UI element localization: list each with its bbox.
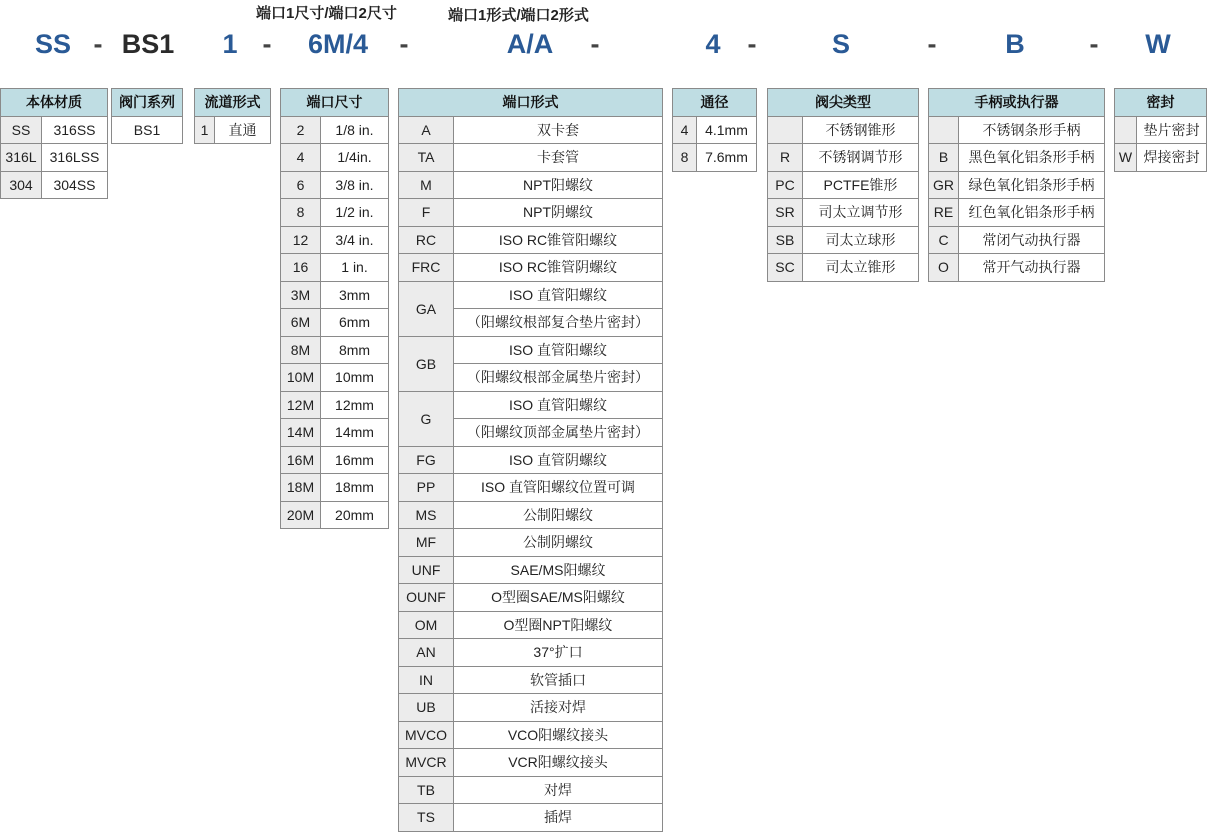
form-desc: 软管插口 [454,666,663,694]
flow-desc: 直通 [215,116,271,144]
table-row [281,364,389,392]
table-row [929,116,1105,144]
tip-desc: 不锈钢调节形 [803,144,919,172]
code-handle: B [1005,29,1025,59]
size-desc: 3/8 in. [321,171,389,199]
table-row [768,226,919,254]
table-row [399,721,663,749]
table-row [281,199,389,227]
table-row [1,171,108,199]
bore-desc: 4.1mm [697,116,757,144]
form-code: TS [399,804,454,832]
table-row [281,144,389,172]
form-code: AN [399,639,454,667]
table-row [399,474,663,502]
tip-code: SB [768,226,803,254]
table-row [768,254,919,282]
size-desc: 18mm [321,474,389,502]
form-code: M [399,171,454,199]
form-code: OM [399,611,454,639]
form-code: IN [399,666,454,694]
form-desc: 插焊 [454,804,663,832]
form-desc: NPT阳螺纹 [454,171,663,199]
bore-code: 4 [673,116,697,144]
table-row [195,116,271,144]
form-desc: ISO RC锥管阴螺纹 [454,254,663,282]
form-desc-note: （阳螺纹根部复合垫片密封） [454,309,663,337]
size-code: 16 [281,254,321,282]
bore-desc: 7.6mm [697,144,757,172]
form-code: UNF [399,556,454,584]
form-desc: 37°扩口 [454,639,663,667]
code-dash: - [590,29,600,59]
table-row [673,116,757,144]
handle-desc: 常开气动执行器 [959,254,1105,282]
form-code: GB [399,336,454,391]
size-code: 8M [281,336,321,364]
table-row [768,171,919,199]
seal-code [1115,116,1137,144]
form-desc-note: （阳螺纹根部金属垫片密封） [454,364,663,392]
table-row [768,199,919,227]
tip-desc: 不锈钢锥形 [803,116,919,144]
form-desc: ISO 直管阳螺纹 [454,336,663,364]
form-desc: 公制阳螺纹 [454,501,663,529]
form-code: G [399,391,454,446]
table-row [281,171,389,199]
tip-desc: 司太立锥形 [803,254,919,282]
table-row [281,391,389,419]
code-tip: S [831,29,850,59]
form-code: OUNF [399,584,454,612]
form-desc: ISO 直管阳螺纹 [454,281,663,309]
form-desc: VCR阳螺纹接头 [454,749,663,777]
table-row [399,611,663,639]
table-row [1,144,108,172]
form-desc: 对焊 [454,776,663,804]
form-desc: O型圈NPT阳螺纹 [454,611,663,639]
table-row [281,336,389,364]
table-row [399,749,663,777]
handle-desc: 常闭气动执行器 [959,226,1105,254]
size-code: 14M [281,419,321,447]
size-code: 2 [281,116,321,144]
size-desc: 8mm [321,336,389,364]
table-row [1,116,108,144]
form-code: F [399,199,454,227]
table-row [281,474,389,502]
handle-desc: 黑色氧化铝条形手柄 [959,144,1105,172]
table-row [929,144,1105,172]
code-bore: 4 [705,29,721,59]
table-row [281,281,389,309]
code-dash: - [93,29,103,59]
size-code: 10M [281,364,321,392]
table-row [281,226,389,254]
form-desc: VCO阳螺纹接头 [454,721,663,749]
table-row [929,254,1105,282]
size-code: 6 [281,171,321,199]
tip-table [767,88,919,282]
port-size-label: 端口1尺寸/端口2尺寸 [256,5,397,22]
code-dash: - [262,29,272,59]
size-desc: 1 in. [321,254,389,282]
material-desc: 304SS [42,171,108,199]
table-row [399,254,663,282]
form-code: MS [399,501,454,529]
table-row [281,501,389,529]
table-row [399,116,663,144]
table-row [399,226,663,254]
port-form-title: 端口形式 [399,89,663,117]
size-code: 16M [281,446,321,474]
table-row [399,144,663,172]
table-row [399,556,663,584]
bore-table [672,88,757,172]
seal-title: 密封 [1115,89,1207,117]
handle-desc: 红色氧化铝条形手柄 [959,199,1105,227]
material-code: 304 [1,171,42,199]
size-code: 12 [281,226,321,254]
form-desc: ISO 直管阳螺纹 [454,391,663,419]
form-code: TA [399,144,454,172]
tip-desc: PCTFE锥形 [803,171,919,199]
handle-code: B [929,144,959,172]
table-row [1115,116,1207,144]
table-row [768,144,919,172]
table-row [399,529,663,557]
form-code: RC [399,226,454,254]
flow-code: 1 [195,116,215,144]
form-desc: O型圈SAE/MS阳螺纹 [454,584,663,612]
form-code: UB [399,694,454,722]
tip-code: PC [768,171,803,199]
seal-desc: 焊接密封 [1137,144,1207,172]
material-table [0,88,108,199]
code-dash: - [1089,29,1099,59]
material-code: SS [1,116,42,144]
table-row [399,776,663,804]
tip-title: 阀尖类型 [768,89,919,117]
code-series: BS1 [121,29,175,59]
table-row [399,391,663,419]
tip-code [768,116,803,144]
table-row [929,226,1105,254]
port-form-table [398,88,663,832]
table-row [399,694,663,722]
table-row [399,639,663,667]
form-desc: 卡套管 [454,144,663,172]
form-code: GA [399,281,454,336]
table-row [929,171,1105,199]
form-desc: 双卡套 [454,116,663,144]
form-code: TB [399,776,454,804]
handle-code: GR [929,171,959,199]
table-row [399,446,663,474]
seal-table [1114,88,1207,172]
tip-code: SC [768,254,803,282]
size-code: 20M [281,501,321,529]
size-desc: 6mm [321,309,389,337]
series-title: 阀门系列 [112,89,183,117]
form-code: PP [399,474,454,502]
seal-code: W [1115,144,1137,172]
series-table [111,88,183,144]
table-row [281,309,389,337]
form-code: FG [399,446,454,474]
port-form-label: 端口1形式/端口2形式 [448,7,589,24]
size-desc: 14mm [321,419,389,447]
handle-desc: 不锈钢条形手柄 [959,116,1105,144]
table-row [399,199,663,227]
table-row [281,419,389,447]
handle-code [929,116,959,144]
table-row [281,446,389,474]
code-flow: 1 [222,29,238,59]
table-row [399,666,663,694]
tip-desc: 司太立球形 [803,226,919,254]
code-form: A/A [506,29,554,59]
size-desc: 3/4 in. [321,226,389,254]
table-row [673,144,757,172]
size-desc: 12mm [321,391,389,419]
size-desc: 1/8 in. [321,116,389,144]
table-row [399,281,663,309]
handle-code: RE [929,199,959,227]
table-row [768,116,919,144]
bore-code: 8 [673,144,697,172]
table-row [399,584,663,612]
form-code: FRC [399,254,454,282]
handle-code: C [929,226,959,254]
table-row [399,171,663,199]
table-row [399,336,663,364]
size-desc: 3mm [321,281,389,309]
bore-title: 通径 [673,89,757,117]
port-size-title: 端口尺寸 [281,89,389,117]
form-desc: SAE/MS阳螺纹 [454,556,663,584]
form-desc: ISO 直管阳螺纹位置可调 [454,474,663,502]
tip-code: R [768,144,803,172]
handle-title: 手柄或执行器 [929,89,1105,117]
size-desc: 16mm [321,446,389,474]
code-size: 6M/4 [307,29,369,59]
handle-desc: 绿色氧化铝条形手柄 [959,171,1105,199]
size-code: 6M [281,309,321,337]
size-code: 4 [281,144,321,172]
size-code: 18M [281,474,321,502]
form-desc: 活接对焊 [454,694,663,722]
material-desc: 316SS [42,116,108,144]
code-dash: - [399,29,409,59]
size-code: 3M [281,281,321,309]
tip-code: SR [768,199,803,227]
code-dash: - [927,29,937,59]
form-code: A [399,116,454,144]
flow-title: 流道形式 [195,89,271,117]
table-row [1115,144,1207,172]
table-row [281,116,389,144]
port-size-table [280,88,389,529]
form-desc: NPT阴螺纹 [454,199,663,227]
size-code: 8 [281,199,321,227]
table-row [929,199,1105,227]
size-desc: 1/2 in. [321,199,389,227]
form-code: MF [399,529,454,557]
table-row [399,501,663,529]
form-desc: ISO 直管阴螺纹 [454,446,663,474]
form-code: MVCR [399,749,454,777]
form-desc-note: （阳螺纹顶部金属垫片密封） [454,419,663,447]
handle-code: O [929,254,959,282]
size-desc: 10mm [321,364,389,392]
size-code: 12M [281,391,321,419]
flow-table [194,88,271,144]
table-row [112,116,183,144]
seal-desc: 垫片密封 [1137,116,1207,144]
material-code: 316L [1,144,42,172]
table-row [281,254,389,282]
form-desc: ISO RC锥管阳螺纹 [454,226,663,254]
code-material: SS [34,29,72,59]
table-row [399,804,663,832]
material-desc: 316LSS [42,144,108,172]
handle-table [928,88,1105,282]
form-desc: 公制阴螺纹 [454,529,663,557]
code-dash: - [747,29,757,59]
tip-desc: 司太立调节形 [803,199,919,227]
size-desc: 20mm [321,501,389,529]
size-desc: 1/4in. [321,144,389,172]
series-code: BS1 [112,116,183,144]
code-seal: W [1145,29,1171,59]
material-title: 本体材质 [1,89,108,117]
form-code: MVCO [399,721,454,749]
